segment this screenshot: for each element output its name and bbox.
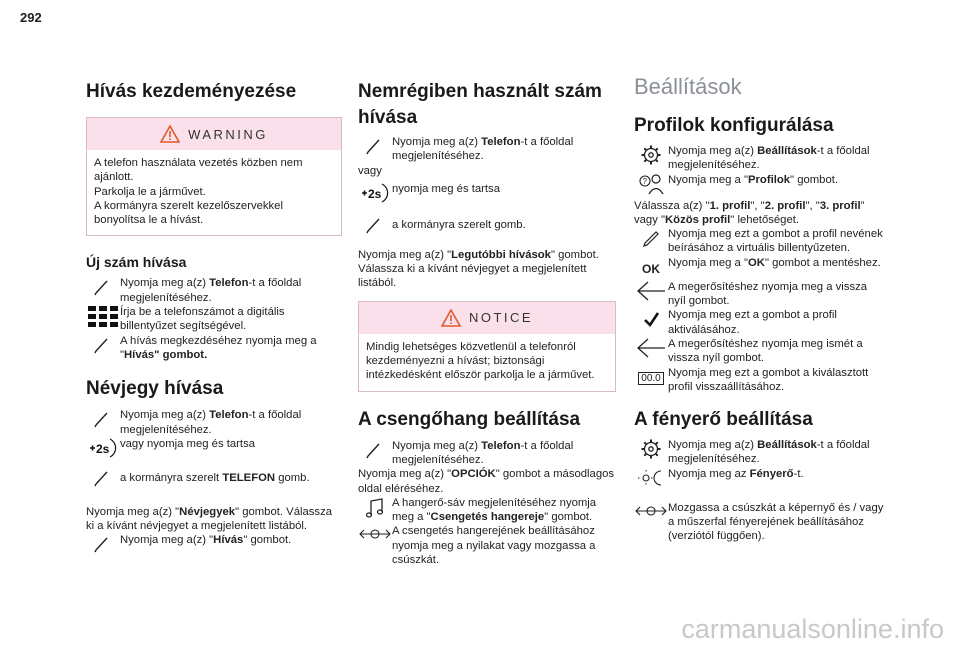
step-text: A megerősítéshez nyomja meg a vissza nyíl gombot. (668, 280, 868, 308)
notice-label: NOTICE (468, 310, 534, 326)
music-note-icon (364, 496, 386, 520)
step-text: nyomja meg és tartsa (392, 182, 500, 195)
step-row (634, 256, 886, 280)
step-text: Nyomja meg az Fényerő-t. (668, 467, 804, 480)
step-text: A hangerő-sáv megjelenítéséhez nyomja meg a "Csengetés hangereje" gombot. (392, 496, 597, 524)
notice-body: Mindig lehetséges közvetlenül a telefonról kezdeményezni a hívást; biztonsági intézkedésként először parkolja le a járművet. (359, 334, 615, 391)
step-text: Nyomja meg ezt a gombot a profil nevének beírásához a virtuális billentyűzeten. (668, 228, 883, 255)
warning-line: A telefon használata vezetés közben nem ajánlott. (94, 157, 303, 184)
press-hold-2s-icon (88, 437, 118, 459)
pencil-touch-icon (92, 408, 114, 428)
step-row (358, 135, 616, 164)
keypad-icon (88, 305, 118, 327)
step-text: Írja be a telefonszámot a digitális billentyűzet segítségével. (120, 306, 285, 333)
reset-button-icon: 00.0 (638, 372, 663, 385)
notice-header (359, 302, 615, 330)
step-row (634, 337, 886, 366)
notice-box (358, 301, 616, 392)
step-row (86, 305, 342, 334)
slider-arrows-icon (359, 524, 391, 544)
subtitle-profiles: Profilok konfigurálása (634, 115, 834, 136)
step-row (358, 496, 616, 525)
section-title-recent: Nemrégiben használt szám hívása (358, 81, 602, 128)
step-text: Nyomja meg a(z) Beállítások-t a főoldal megjelenítéséhez. (668, 439, 870, 466)
step-row (634, 366, 886, 395)
paragraph: Nyomja meg a(z) "OPCIÓK" gombot a másodlagos oldal eléréséhez. (358, 468, 615, 495)
step-row (86, 408, 342, 437)
column-settings (634, 74, 886, 544)
paragraph: Válassza a(z) "1. profil", "2. profil", "3. profil” vagy "Közös profil" lehetőséget. (634, 199, 865, 226)
back-arrow-icon (636, 337, 666, 359)
warning-label: WARNING (188, 126, 268, 142)
step-text: Nyomja meg a(z) Beállítások-t a főoldal megjelenítéséhez. (668, 145, 870, 172)
step-row (634, 467, 886, 491)
step-row (358, 182, 616, 206)
step-text: A csengetés hangerejének beállításához nyomja meg a nyilakat vagy mozgassa a csúszkát. (392, 525, 596, 567)
step-text: Nyomja meg a "Profilok" gombot. (668, 173, 839, 186)
step-row (634, 227, 886, 256)
step-row (86, 334, 342, 363)
pencil-touch-icon (92, 334, 114, 354)
step-text: a kormányra szerelt gomb. (392, 218, 526, 231)
subtitle-new-number: Új szám hívása (86, 254, 187, 271)
step-row (634, 501, 886, 544)
gear-icon (640, 144, 662, 166)
step-text: vagy nyomja meg és tartsa (120, 437, 255, 450)
column-calls (86, 74, 342, 557)
subtitle-brightness: A fényerő beállítása (634, 409, 813, 431)
ok-button-icon: OK (642, 261, 660, 276)
pencil-touch-icon (364, 439, 386, 459)
step-row (86, 533, 342, 557)
press-hold-2s-icon (360, 182, 390, 204)
gear-icon (640, 438, 662, 460)
pencil-touch-icon (364, 135, 386, 155)
section-title-making-call: Hívás kezdeményezése (86, 81, 297, 102)
profile-icon (636, 173, 666, 195)
pencil-touch-icon (364, 214, 386, 234)
warning-line: A kormányra szerelt kezelőszervekkel bonyolítsa le a hívást. (94, 199, 283, 227)
warning-body (87, 150, 341, 235)
step-text: Nyomja meg ezt a gombot a kiválasztott profil visszaállításához. (668, 366, 869, 393)
warning-box (86, 117, 342, 236)
step-text: Nyomja meg a(z) "Hívás" gombot. (120, 534, 292, 547)
watermark: carmanualsonline.info (681, 614, 944, 644)
warning-line: Parkolja le a járművet. (94, 185, 206, 198)
step-row (358, 439, 616, 468)
brightness-sun-moon-icon (636, 467, 666, 489)
paragraph: Nyomja meg a(z) "Névjegyek" gombot. Válassza ki a kívánt névjegyet a megjelenített listából. (86, 505, 333, 533)
notice-triangle-icon (441, 309, 461, 327)
step-text: Nyomja meg a(z) Telefon-t a főoldal megjelenítéséhez. (120, 277, 302, 304)
slider-arrows-icon (635, 501, 667, 521)
step-text: A megerősítéshez nyomja meg ismét a vissza nyíl gombot. (668, 337, 863, 365)
step-text: Nyomja meg a(z) Telefon-t a főoldal megjelenítéséhez. (120, 409, 302, 436)
section-title-directory: Névjegy hívása (86, 378, 224, 400)
section-title-settings: Beállítások (634, 74, 742, 99)
step-text: A hívás megkezdéséhez nyomja meg a "Hívás" gombot. (120, 334, 317, 361)
step-row (86, 467, 342, 491)
pencil-touch-icon (92, 276, 114, 296)
step-text: Nyomja meg a(z) Telefon-t a főoldal megjelenítéséhez. (392, 136, 574, 163)
back-arrow-icon (636, 280, 666, 302)
page-number: 292 (20, 10, 42, 25)
step-text: Mozgassa a csúszkát a képernyő és / vagy a műszerfal fényerejének beállításához (verziótól függően). (668, 501, 884, 543)
step-text: Nyomja meg a "OK" gombot a mentéshez. (668, 256, 881, 269)
step-row (358, 524, 616, 567)
svg-text:2s: 2s (96, 441, 110, 456)
step-text: a kormányra szerelt TELEFON gomb. (120, 471, 310, 484)
step-row (86, 276, 342, 305)
warning-header (87, 118, 341, 146)
section-title-ringtone: A csengőhang beállítása (358, 408, 581, 430)
paragraph: Nyomja meg a(z) "Legutóbbi hívások" gombot. Válassza ki a kívánt névjegyet a megjelenített listából. (358, 248, 599, 290)
column-recent-ringtone (358, 74, 616, 567)
step-row (86, 437, 342, 461)
step-row (358, 214, 616, 238)
checkmark-icon (640, 308, 662, 330)
step-text: Nyomja meg a(z) Telefon-t a főoldal megjelenítéséhez. (392, 439, 574, 466)
paragraph-or: vagy (358, 164, 382, 177)
step-row (634, 280, 886, 309)
pencil-touch-icon (92, 533, 114, 553)
step-row (634, 173, 886, 197)
step-row (634, 308, 886, 337)
step-row (634, 144, 886, 173)
svg-text:?: ? (642, 176, 647, 186)
pencil-icon (640, 227, 662, 249)
pencil-touch-icon (92, 467, 114, 487)
step-text: Nyomja meg ezt a gombot a profil aktiválásához. (668, 309, 837, 336)
svg-text:2s: 2s (368, 186, 382, 201)
step-row (634, 438, 886, 467)
warning-triangle-icon (160, 125, 180, 143)
